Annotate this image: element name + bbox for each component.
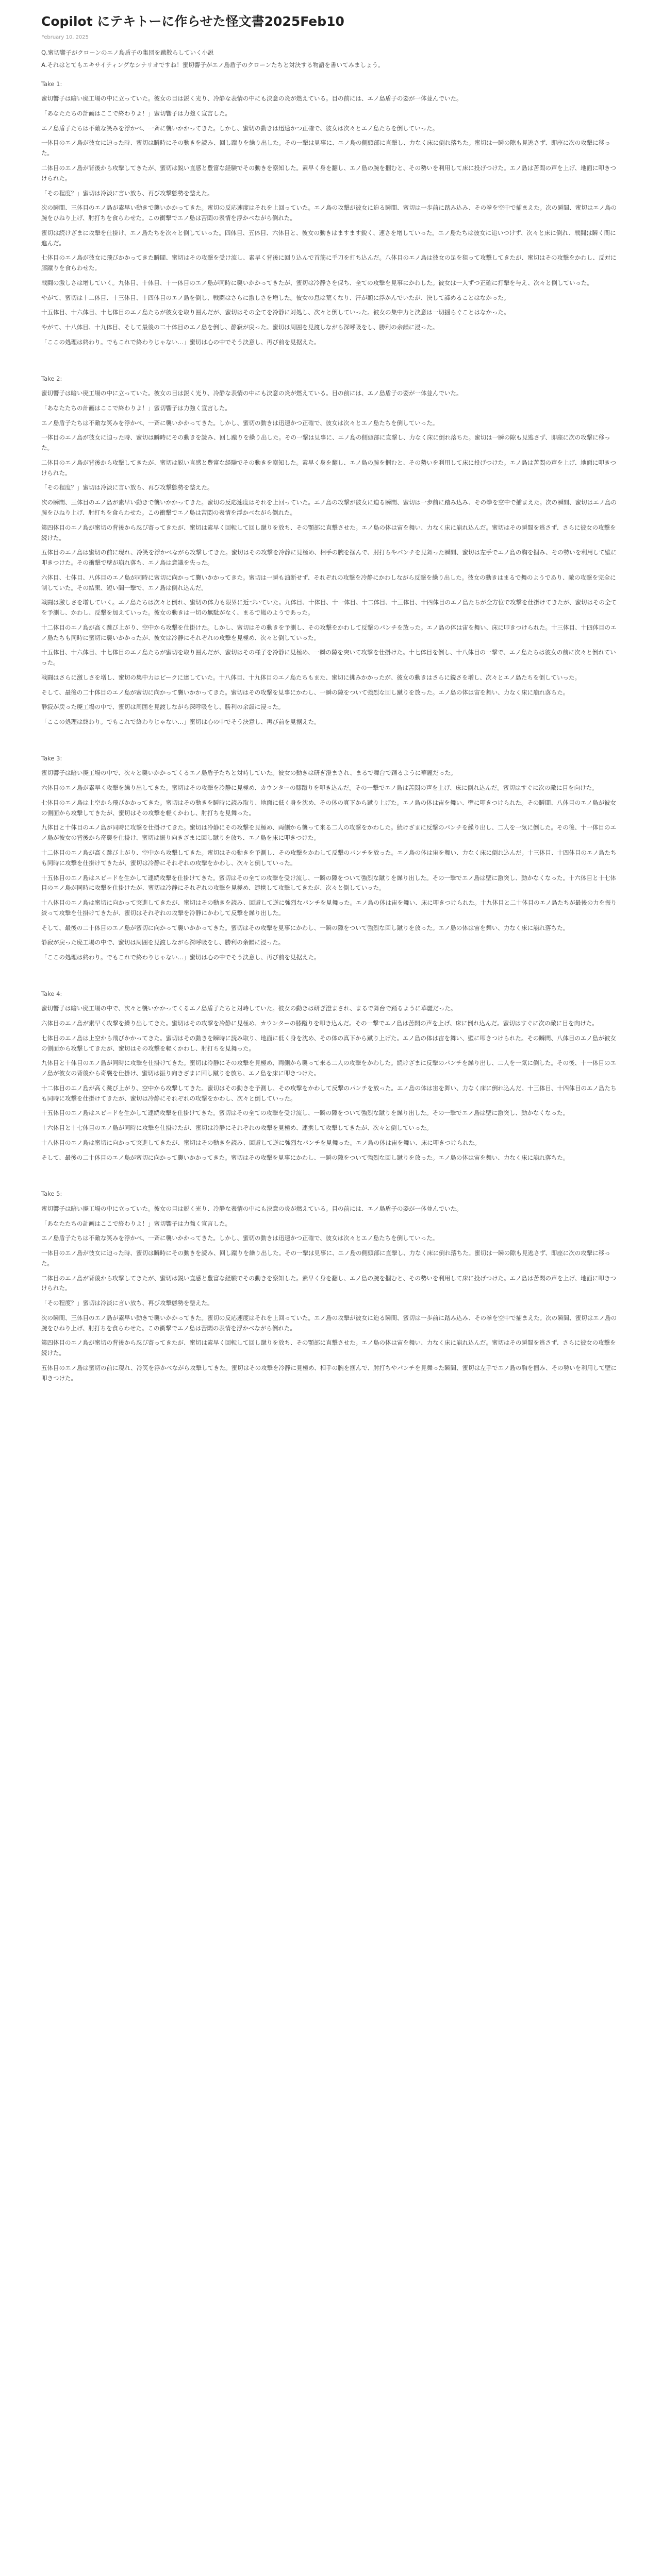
story-paragraph: 静寂が戻った廃工場の中で、蜜切は周囲を見渡しながら深呼吸をし、勝利の余韻に浸った。 xyxy=(41,703,285,711)
story-paragraph: 十六体目と十七体目のエノ島が同時に攻撃を仕掛けたが、蜜切は冷静にそれぞれの攻撃を見極め、連携して攻撃してきたが、次々と倒していった。 xyxy=(41,1124,433,1132)
story-paragraph: 五体目のエノ島は蜜切の前に現れ、冷笑を浮かべながら攻撃してきた。蜜切はその攻撃を冷静に見極め、相手の腕を掴んで、肘打ちやパンチを見舞った瞬間、蜜切は左手でエノ島の胸を掴み、その勢いを利用して壁に叩きつけた。 xyxy=(41,1364,617,1382)
take-spacer xyxy=(41,352,621,365)
story-paragraph: 「あなたたちの計画はここで終わりよ！」蜜切響子は力強く宣言した。 xyxy=(41,404,231,412)
story-paragraph: そして、最後の二十体目のエノ島が蜜切に向かって襲いかかってきた。蜜切はその攻撃を見事にかわし、一瞬の隙をついて強烈な回し蹴りを放った。エノ島の体は宙を舞い、力なく床に崩れ落ちた。 xyxy=(41,924,569,931)
take-spacer xyxy=(41,968,621,980)
story-paragraph: 七体目のエノ島は上空から飛びかかってきた。蜜切はその動きを瞬時に読み取り、地面に低く身を沈め、その体の真下から蹴り上げた。エノ島の体は宙を舞い、壁に叩きつけられた。その瞬間、八体目のエノ島が彼女の側面から攻撃してきたが、蜜切はその攻撃を軽くかわし、肘打ちを見舞った。 xyxy=(41,1034,617,1052)
story-paragraph: 七体目のエノ島は上空から飛びかかってきた。蜜切はその動きを瞬時に読み取り、地面に低く身を沈め、その体の真下から蹴り上げた。エノ島の体は宙を舞い、壁に叩きつけられた。その瞬間、八体目のエノ島が彼女の側面から攻撃してきたが、蜜切はその攻撃を軽くかわし、肘打ちを見舞った。 xyxy=(41,799,617,817)
story-paragraph: 一体目のエノ島が彼女に迫った時、蜜切は瞬時にその動きを読み、回し蹴りを繰り出した。その一撃は見事に、エノ島の側頭部に直撃し、力なく床に倒れ落ちた。蜜切は一瞬の隙も見逃さず、即座に次の攻撃に移った。 xyxy=(41,139,610,157)
story-paragraph: 五体目のエノ島は蜜切の前に現れ、冷笑を浮かべながら攻撃してきた。蜜切はその攻撃を冷静に見極め、相手の腕を掴んで、肘打ちやパンチを見舞った瞬間、蜜切は左手でエノ島の胸を掴み、その勢いを利用して壁に叩きつけた。その衝撃で壁が崩れ落ち、エノ島は意識を失った。 xyxy=(41,549,617,567)
story-paragraph: 「その程度？」蜜切は冷淡に言い放ち、再び攻撃態勢を整えた。 xyxy=(41,484,213,492)
story-paragraph: エノ島盾子たちは不敵な笑みを浮かべ、一斉に襲いかかってきた。しかし、蜜切の動きは迅速かつ正確で、彼女は次々とエノ島たちを倒していった。 xyxy=(41,124,439,132)
story-paragraph: やがて、蜜切は十二体目、十三体目、十四体目のエノ島を倒し、戦闘はさらに激しさを増した。彼女の息は荒くなり、汗が額に浮かんでいたが、決して諦めることはなかった。 xyxy=(41,294,510,301)
take-section xyxy=(41,374,621,727)
story-paragraph: 第四体目のエノ島が蜜切の背後から忍び寄ってきたが、蜜切は素早く回転して回し蹴りを放ち、その顎部に直撃させた。エノ島の体は宙を舞い、力なく床に崩れ込んだ。蜜切はその瞬間を逃さず、さらに彼女の攻撃を続けた。 xyxy=(41,523,616,541)
story-paragraph: 十五体目のエノ島はスピードを生かして連続攻撃を仕掛けてきた。蜜切はその全ての攻撃を受け流し、一瞬の隙をついて強烈な蹴りを繰り出した。その一撃でエノ島は壁に激突し、動かなくなった。十六体目と十七体目のエノ島が同時に攻撃を仕掛けたが、蜜切は冷静にそれぞれの攻撃を見極め、連携して攻撃してきたが、次々と倒していった。 xyxy=(41,874,617,892)
story-paragraph: 六体目のエノ島が素早く攻撃を繰り出してきた。蜜切はその攻撃を冷静に見極め、カウンターの膝蹴りを叩き込んだ。その一撃でエノ島は苦悶の声を上げ、床に倒れ込んだ。蜜切はすぐに次の敵に目を向けた。 xyxy=(41,784,598,792)
story-paragraph: 戦闘はさらに激しさを増し、蜜切の集中力はピークに達していた。十八体目、十九体目のエノ島たちもまた、蜜切に挑みかかったが、彼女の動きはさらに鋭さを増し、次々とエノ島たちを倒していった。 xyxy=(41,673,581,681)
story-paragraph: 「あなたたちの計画はここで終わりよ！」蜜切響子は力強く宣言した。 xyxy=(41,109,231,117)
story-paragraph: 次の瞬間、三体目のエノ島が素早い動きで襲いかかってきた。蜜切の反応速度はそれを上回っていた。エノ島の攻撃が彼女に迫る瞬間、蜜切は一歩前に踏み込み、その拳を空中で捕まえた。次の瞬間、蜜切はエノ島の腕をひねり上げ、肘打ちを食らわせた。この衝撃でエノ島は苦悶の表情を浮かべながら倒れた。 xyxy=(41,204,617,222)
take-title: Take 5: xyxy=(41,1190,62,1198)
story-paragraph: そして、最後の二十体目のエノ島が蜜切に向かって襲いかかってきた。蜜切はその攻撃を見事にかわし、一瞬の隙をついて強烈な回し蹴りを放った。エノ島の体は宙を舞い、力なく床に崩れ落ちた。 xyxy=(41,688,569,696)
story-paragraph: 「その程度？」蜜切は冷淡に言い放ち、再び攻撃態勢を整えた。 xyxy=(41,189,213,197)
story-paragraph: 次の瞬間、三体目のエノ島が素早い動きで襲いかかってきた。蜜切の反応速度はそれを上回っていた。エノ島の攻撃が彼女に迫る瞬間、蜜切は一歩前に踏み込み、その拳を空中で捕まえた。次の瞬間、蜜切はエノ島の腕をひねり上げ、肘打ちを食らわせた。この衝撃でエノ島は苦悶の表情を浮かべながら倒れた。 xyxy=(41,1314,617,1332)
post-date: February 10, 2025 xyxy=(41,34,89,40)
story-paragraph: 九体目と十体目のエノ島が同時に攻撃を仕掛けてきた。蜜切は冷静にその攻撃を見極め、両側から襲って来る二人の攻撃をかわした。続けざまに反撃のパンチを繰り出し、二人を一気に倒した。その後、十一体目のエノ島が彼女の背後から奇襲を仕掛け、蜜切は振り向きざまに回し蹴りを放ち、エノ島を床に叩きつけた。 xyxy=(41,824,617,842)
answer-line: A.それはとてもエキサイティングなシナリオですね！蜜切響子がエノ島盾子のクローンたちと対決する物語を書いてみましょう。 xyxy=(41,61,384,69)
story-paragraph: 蜜切響子は暗い廃工場の中に立っていた。彼女の目は鋭く光り、冷静な表情の中にも決意の炎が燃えている。目の前には、エノ島盾子の姿が一体並んでいた。 xyxy=(41,389,462,397)
story-paragraph: 七体目のエノ島が彼女に飛びかかってきた瞬間、蜜切はその攻撃を受け流し、素早く背後に回り込んで首筋に手刀を打ち込んだ。八体目のエノ島は彼女の足を狙って攻撃してきたが、蜜切はその攻撃をかわし、反対に膝蹴りを食らわせた。 xyxy=(41,254,617,272)
question-line: Q.蜜切響子がクローンのエノ島盾子の集団を蹴散らしていく小説 xyxy=(41,48,214,56)
takes-container xyxy=(41,79,621,1384)
story-paragraph: 「あなたたちの計画はここで終わりよ！」蜜切響子は力強く宣言した。 xyxy=(41,1219,231,1227)
take-section xyxy=(41,1189,621,1383)
story-paragraph: 二体目のエノ島が背後から攻撃してきたが、蜜切は鋭い直感と豊富な経験でその動きを察知した。素早く身を翻し、エノ島の腕を掴むと、その勢いを利用して床に投げつけた。エノ島は苦悶の声を上げ、地面に叩きつけられた。 xyxy=(41,459,617,477)
story-paragraph: 「ここの処理は終わり。でもこれで終わりじゃない…」蜜切は心の中でそう決意し、再び前を見据えた。 xyxy=(41,718,320,726)
story-paragraph: 「ここの処理は終わり。でもこれで終わりじゃない…」蜜切は心の中でそう決意し、再び前を見据えた。 xyxy=(41,954,320,961)
story-paragraph: 十八体目のエノ島は蜜切に向かって突進してきたが、蜜切はその動きを読み、回避して逆に強烈なパンチを見舞った。エノ島の体は宙を舞い、床に叩きつけられた。 xyxy=(41,1139,481,1146)
story-paragraph: 九体目と十体目のエノ島が同時に攻撃を仕掛けてきた。蜜切は冷静にその攻撃を見極め、両側から襲って来る二人の攻撃をかわした。続けざまに反撃のパンチを繰り出し、二人を一気に倒した。その後、十一体目のエノ島が彼女の背後から奇襲を仕掛け、蜜切は振り向きざまに回し蹴りを放ち、エノ島を床に叩きつけた。 xyxy=(41,1059,617,1077)
story-paragraph: 十五体目、十六体目、十七体目のエノ島たちが彼女を取り囲んだが、蜜切はその全てを冷静に対処し、次々と倒していった。彼女の集中力と決意は一切揺らぐことはなかった。 xyxy=(41,309,510,316)
article xyxy=(41,13,621,1384)
story-paragraph: 六体目のエノ島が素早く攻撃を繰り出してきた。蜜切はその攻撃を冷静に見極め、カウンターの膝蹴りを叩き込んだ。その一撃でエノ島は苦悶の声を上げ、床に倒れ込んだ。蜜切はすぐに次の敵に目を向けた。 xyxy=(41,1020,598,1027)
post-title: Copilot にテキトーに作らせた怪文書2025Feb10 xyxy=(41,14,344,29)
story-paragraph: 戦闘は激しさを増していく。エノ島たちは次々と倒れ、蜜切の体力も限界に近づいていた。九体目、十体目、十一体目、十二体目、十三体目、十四体目のエノ島たちが全方位で攻撃を仕掛けてきたが、蜜切はその全てを予測し、かわし、反撃を加えていった。彼女の動きは一切の無駄がなく、まるで嵐のようであった。 xyxy=(41,599,617,617)
story-paragraph: 蜜切は続けざまに攻撃を仕掛け、エノ島たちを次々と倒していった。四体目、五体目、六体目と、彼女の動きはますます鋭く、速さを増していった。エノ島たちは彼女に追いつけず、次々と床に倒れ、戦闘は瞬く間に進んだ。 xyxy=(41,229,616,247)
story-paragraph: エノ島盾子たちは不敵な笑みを浮かべ、一斉に襲いかかってきた。しかし、蜜切の動きは迅速かつ正確で、彼女は次々とエノ島たちを倒していった。 xyxy=(41,419,439,427)
story-paragraph: 蜜切響子は暗い廃工場の中で、次々と襲いかかってくるエノ島盾子たちと対峙していた。彼女の動きは研ぎ澄まされ、まるで舞台で踊るように華麗だった。 xyxy=(41,1005,457,1012)
story-paragraph: 二体目のエノ島が背後から攻撃してきたが、蜜切は鋭い直感と豊富な経験でその動きを察知した。素早く身を翻し、エノ島の腕を掴むと、その勢いを利用して床に投げつけた。エノ島は苦悶の声を上げ、地面に叩きつけられた。 xyxy=(41,1274,617,1292)
story-paragraph: 蜜切響子は暗い廃工場の中に立っていた。彼女の目は鋭く光り、冷静な表情の中にも決意の炎が燃えている。目の前には、エノ島盾子の姿が一体並んでいた。 xyxy=(41,1205,462,1212)
take-title: Take 2: xyxy=(41,375,62,382)
story-paragraph: 「ここの処理は終わり。でもこれで終わりじゃない…」蜜切は心の中でそう決意し、再び前を見据えた。 xyxy=(41,338,320,346)
story-paragraph: 静寂が戻った廃工場の中で、蜜切は周囲を見渡しながら深呼吸をし、勝利の余韻に浸った。 xyxy=(41,939,285,946)
story-paragraph: 蜜切響子は暗い廃工場の中で、次々と襲いかかってくるエノ島盾子たちと対峙していた。彼女の動きは研ぎ澄まされ、まるで舞台で踊るように華麗だった。 xyxy=(41,769,457,777)
story-paragraph: そして、最後の二十体目のエノ島が蜜切に向かって襲いかかってきた。蜜切はその攻撃を見事にかわし、一瞬の隙をついて強烈な回し蹴りを放った。エノ島の体は宙を舞い、力なく床に崩れ落ちた。 xyxy=(41,1154,569,1161)
story-paragraph: 十二体目のエノ島が高く跳び上がり、空中から攻撃を仕掛けた。しかし、蜜切はその動きを予測し、その攻撃をかわして反撃のパンチを放った。エノ島の体は宙を舞い、床に叩きつけられた。十三体目、十四体目のエノ島たちも同時に蜜切に襲いかかったが、彼女は冷静にそれぞれの攻撃を見極め、次々と倒していった。 xyxy=(41,623,617,641)
story-paragraph: 蜜切響子は暗い廃工場の中に立っていた。彼女の目は鋭く光り、冷静な表情の中にも決意の炎が燃えている。目の前には、エノ島盾子の姿が一体並んでいた。 xyxy=(41,95,462,103)
story-paragraph: 戦闘の激しさは増していく。九体目、十体目、十一体目のエノ島が同時に襲いかかってきたが、蜜切は冷静さを保ち、全ての攻撃を見事にかわした。彼女は一人ずつ正確に打撃を与え、次々と倒していった。 xyxy=(41,279,593,286)
take-spacer xyxy=(41,1167,621,1180)
story-paragraph: 一体目のエノ島が彼女に迫った時、蜜切は瞬時にその動きを読み、回し蹴りを繰り出した。その一撃は見事に、エノ島の側頭部に直撃し、力なく床に倒れ落ちた。蜜切は一瞬の隙も見逃さず、即座に次の攻撃に移った。 xyxy=(41,1249,610,1267)
story-paragraph: 第四体目のエノ島が蜜切の背後から忍び寄ってきたが、蜜切は素早く回転して回し蹴りを放ち、その顎部に直撃させた。エノ島の体は宙を舞い、力なく床に崩れ込んだ。蜜切はその瞬間を逃さず、さらに彼女の攻撃を続けた。 xyxy=(41,1339,616,1357)
story-paragraph: 次の瞬間、三体目のエノ島が素早い動きで襲いかかってきた。蜜切の反応速度はそれを上回っていた。エノ島の攻撃が彼女に迫る瞬間、蜜切は一歩前に踏み込み、その拳を空中で捕まえた。次の瞬間、蜜切はエノ島の腕をひねり上げ、肘打ちを食らわせた。この衝撃でエノ島は苦悶の表情を浮かべながら倒れた。 xyxy=(41,499,617,516)
story-paragraph: 十八体目のエノ島は蜜切に向かって突進してきたが、蜜切はその動きを読み、回避して逆に強烈なパンチを見舞った。エノ島の体は宙を舞い、床に叩きつけられた。十九体目と二十体目のエノ島たちが最後の力を振り絞って攻撃を仕掛けてきたが、蜜切はそれぞれの攻撃を冷静にかわして反撃を繰り出した。 xyxy=(41,899,617,917)
story-paragraph: 六体目、七体目、八体目のエノ島が同時に蜜切に向かって襲いかかってきた。蜜切は一瞬も油断せず、それぞれの攻撃を冷静にかわしながら反撃を繰り出した。彼女の動きはまるで舞のようであり、敵の攻撃を完全に制していた。その結果、短い間一撃で、エノ島は倒れ込んだ。 xyxy=(41,573,616,591)
story-paragraph: 二体目のエノ島が背後から攻撃してきたが、蜜切は鋭い直感と豊富な経験でその動きを察知した。素早く身を翻し、エノ島の腕を掴むと、その勢いを利用して床に投げつけた。エノ島は苦悶の声を上げ、地面に叩きつけられた。 xyxy=(41,164,617,182)
take-section xyxy=(41,79,621,348)
story-paragraph: 十二体目のエノ島が高く跳び上がり、空中から攻撃してきた。蜜切はその動きを予測し、その攻撃をかわして反撃のパンチを放った。エノ島の体は宙を舞い、力なく床に倒れ込んだ。十三体目、十四体目のエノ島たちも同時に攻撃を仕掛けてきたが、蜜切は冷静にそれぞれの攻撃をかわし、次々と倒していった。 xyxy=(41,1084,617,1102)
story-paragraph: エノ島盾子たちは不敵な笑みを浮かべ、一斉に襲いかかってきた。しかし、蜜切の動きは迅速かつ正確で、彼女は次々とエノ島たちを倒していった。 xyxy=(41,1234,439,1242)
story-paragraph: 一体目のエノ島が彼女に迫った時、蜜切は瞬時にその動きを読み、回し蹴りを繰り出した。その一撃は見事に、エノ島の側頭部に直撃し、力なく床に倒れ落ちた。蜜切は一瞬の隙も見逃さず、即座に次の攻撃に移った。 xyxy=(41,434,610,452)
story-paragraph: 十五体目、十六体目、十七体目のエノ島たちが蜜切を取り囲んだが、蜜切はその様子を冷静に見極め、一瞬の隙を突いて攻撃を仕掛けた。十七体目を倒し、十八体目の一撃で、エノ島たちは彼女の前に次々と倒れていった。 xyxy=(41,649,616,667)
take-title: Take 3: xyxy=(41,754,62,762)
take-section xyxy=(41,989,621,1163)
take-section xyxy=(41,754,621,963)
take-title: Take 4: xyxy=(41,990,62,997)
story-paragraph: 十二体目のエノ島が高く跳び上がり、空中から攻撃してきた。蜜切はその動きを予測し、その攻撃をかわして反撃のパンチを放った。エノ島の体は宙を舞い、力なく床に倒れ込んだ。十三体目、十四体目のエノ島たちも同時に攻撃を仕掛けてきたが、蜜切は冷静にそれぞれの攻撃をかわし、次々と倒していった。 xyxy=(41,849,617,867)
story-paragraph: 「その程度？」蜜切は冷淡に言い放ち、再び攻撃態勢を整えた。 xyxy=(41,1299,213,1307)
story-paragraph: 十五体目のエノ島はスピードを生かして連続攻撃を仕掛けてきた。蜜切はその全ての攻撃を受け流し、一瞬の隙をついて強烈な蹴りを繰り出した。その一撃でエノ島は壁に激突し、動かなくなった。 xyxy=(41,1109,569,1117)
take-title: Take 1: xyxy=(41,80,62,88)
take-spacer xyxy=(41,732,621,744)
story-paragraph: やがて、十八体目、十九体目、そして最後の二十体目のエノ島を倒し、静寂が戻った。蜜切は周囲を見渡しながら深呼吸をし、勝利の余韻に浸った。 xyxy=(41,324,439,331)
